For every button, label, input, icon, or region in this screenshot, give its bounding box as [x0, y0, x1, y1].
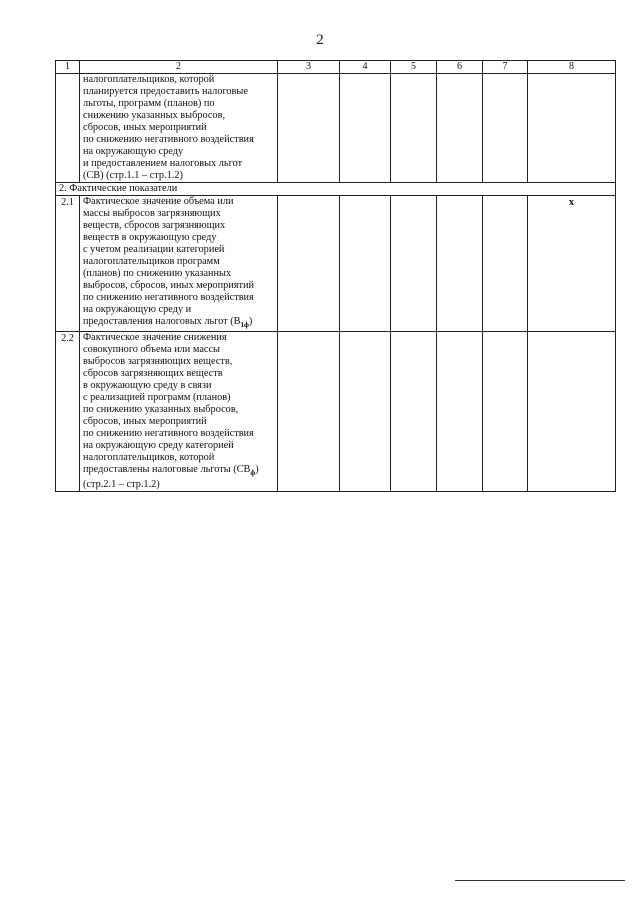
- row-description: [80, 74, 278, 183]
- description-line: на окружающую среду и: [83, 304, 192, 315]
- col8-mark: х: [528, 196, 616, 332]
- subscript: ф: [250, 469, 256, 478]
- description-line: льготы, программ (планов) по: [83, 98, 215, 109]
- description-text: предоставлены налоговые льготы (СВ: [83, 464, 251, 476]
- section-title: 2. Фактические показатели: [56, 183, 616, 196]
- description-line: веществ, сбросов загрязняющих: [83, 220, 226, 231]
- value-cell: [340, 74, 391, 183]
- column-header: 4: [340, 61, 391, 74]
- description-line: выбросов, сбросов, иных мероприятий: [83, 280, 254, 291]
- description-line: налогоплательщиков, которой: [83, 452, 215, 464]
- description-line: налогоплательщиков, которой: [83, 74, 215, 85]
- description-line: по снижению указанных выбросов,: [83, 404, 239, 416]
- value-cell: [340, 196, 391, 332]
- column-header-row: [56, 61, 616, 74]
- table-row-continued: [56, 74, 616, 183]
- description-line: по снижению негативного воздействия: [83, 292, 254, 303]
- description-line: с реализацией программ (планов): [83, 392, 231, 404]
- row-description: [80, 332, 278, 492]
- table-row-2-1: [56, 196, 616, 332]
- description-line: по снижению негативного воздействия: [83, 428, 254, 440]
- description-line: Фактическое значение объема или: [83, 196, 234, 207]
- page-number: 2: [316, 32, 324, 48]
- description-line: с учетом реализации категорией: [83, 244, 225, 255]
- description-text-end: ): [255, 464, 259, 476]
- value-cell: [391, 196, 437, 332]
- description-line: и предоставлением налоговых льгот: [83, 158, 243, 169]
- description-line: на окружающую среду категорией: [83, 440, 234, 452]
- description-line: налогоплательщиков программ: [83, 256, 220, 267]
- column-header: 6: [437, 61, 483, 74]
- column-header: 8: [528, 61, 616, 74]
- column-header: 2: [80, 61, 278, 74]
- section-row: [56, 183, 616, 196]
- description-line: совокупного объема или массы: [83, 344, 220, 356]
- value-cell: [391, 74, 437, 183]
- description-line: Фактическое значение снижения: [83, 332, 227, 344]
- description-line: на окружающую среду: [83, 146, 184, 157]
- description-line: веществ в окружающую среду: [83, 232, 217, 243]
- column-header: 1: [56, 61, 80, 74]
- column-header: 7: [483, 61, 528, 74]
- description-line: (планов) по снижению указанных: [83, 268, 232, 279]
- description-line: в окружающую среду в связи: [83, 380, 212, 392]
- description-line-with-sub: [83, 464, 274, 479]
- value-cell: [483, 332, 528, 492]
- table-row-2-2: [56, 332, 616, 492]
- value-cell: [437, 74, 483, 183]
- row-number-cell: [56, 74, 80, 183]
- description-line: сбросов, иных мероприятий: [83, 416, 207, 428]
- column-header: 5: [391, 61, 437, 74]
- description-line: планируется предоставить налоговые: [83, 86, 248, 97]
- value-cell: [278, 196, 340, 332]
- value-cell: [528, 74, 616, 183]
- description-line: (СВ) (стр.1.1 – стр.1.2): [83, 170, 183, 181]
- description-line: сбросов загрязняющих веществ: [83, 368, 223, 380]
- indicators-table: [55, 60, 616, 492]
- footer-rule: [455, 880, 625, 881]
- value-cell: [483, 74, 528, 183]
- description-line: массы выбросов загрязняющих: [83, 208, 221, 219]
- value-cell: [391, 332, 437, 492]
- description-text: предоставления налоговых льгот (В: [83, 316, 241, 327]
- value-cell: [437, 196, 483, 332]
- value-cell: [528, 332, 616, 492]
- value-cell: [483, 196, 528, 332]
- description-line: выбросов загрязняющих веществ,: [83, 356, 233, 368]
- subscript: 1ф: [240, 321, 249, 330]
- description-line: снижению указанных выбросов,: [83, 110, 226, 121]
- description-line: по снижению негативного воздействия: [83, 134, 254, 145]
- description-text-end: ): [248, 316, 253, 327]
- description-line: сбросов, иных мероприятий: [83, 122, 207, 133]
- description-line: (стр.2.1 – стр.1.2): [83, 479, 160, 491]
- value-cell: [278, 74, 340, 183]
- row-number: 2.1: [56, 196, 80, 332]
- column-header: 3: [278, 61, 340, 74]
- row-number: 2.2: [56, 332, 80, 492]
- row-description: [80, 196, 278, 332]
- description-line-last: [83, 316, 274, 331]
- value-cell: [278, 332, 340, 492]
- value-cell: [340, 332, 391, 492]
- value-cell: [437, 332, 483, 492]
